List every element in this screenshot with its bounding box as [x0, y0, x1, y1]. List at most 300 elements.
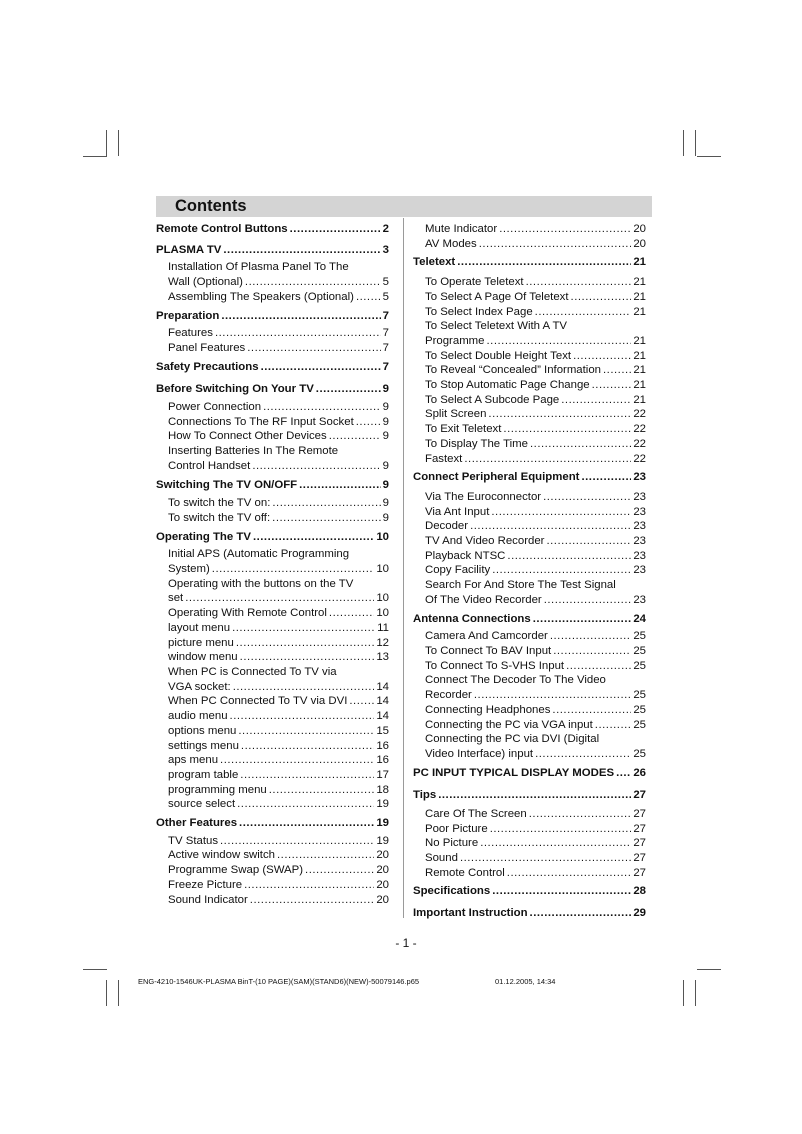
toc-entry[interactable] — [413, 703, 646, 718]
toc-entry-label: To Connect To S-VHS Input — [425, 659, 565, 672]
toc-entry-label: Panel Features — [168, 341, 246, 354]
toc-entry-page: 20 — [376, 893, 389, 906]
toc-entry-page: 21 — [633, 334, 646, 347]
toc-entry-continued: Search For And Store The Test Signal — [425, 579, 616, 592]
toc-entry[interactable] — [413, 593, 646, 608]
toc-entry-continued: Connect The Decoder To The Video — [425, 674, 606, 687]
toc-entry-label: Connecting the PC via VGA input — [425, 718, 593, 731]
toc-entry-page: 23 — [633, 549, 646, 562]
toc-entry[interactable] — [156, 878, 389, 893]
toc-entry-label: AV Modes — [425, 237, 477, 250]
toc-section-entry[interactable] — [413, 884, 646, 899]
toc-entry[interactable] — [156, 400, 389, 415]
toc-entry[interactable] — [156, 341, 389, 356]
toc-section-entry[interactable] — [413, 766, 646, 781]
crop-mark — [106, 980, 107, 1006]
toc-entry-page: 21 — [633, 349, 646, 362]
toc-entry[interactable] — [156, 275, 389, 290]
dot-leader — [232, 621, 375, 636]
toc-entry-page: 27 — [633, 789, 646, 802]
page-number: - 1 - — [395, 936, 417, 950]
dot-leader — [553, 644, 631, 659]
toc-entry-label: Programme Swap (SWAP) — [168, 864, 304, 877]
dot-leader — [492, 563, 631, 578]
toc-entry-page: 21 — [633, 379, 646, 392]
toc-entry-page: 2 — [382, 223, 389, 235]
dot-leader — [290, 222, 381, 237]
toc-section-entry[interactable] — [413, 255, 646, 270]
toc-entry-page: 21 — [633, 393, 646, 406]
toc-entry[interactable] — [413, 644, 646, 659]
dot-leader — [492, 884, 631, 899]
toc-entry-page: 9 — [382, 478, 389, 491]
toc-entry-label: Remote Control Buttons — [156, 223, 288, 235]
toc-entry[interactable] — [413, 452, 646, 467]
toc-entry[interactable] — [156, 621, 389, 636]
dot-leader — [573, 349, 631, 364]
toc-entry-label: Teletext — [413, 256, 456, 269]
toc-entry-page: 20 — [376, 864, 389, 877]
toc-entry[interactable] — [413, 807, 646, 822]
dot-leader — [535, 747, 631, 762]
toc-entry-label: aps menu — [168, 754, 219, 767]
toc-entry-label: TV Status — [168, 834, 219, 847]
toc-entry-page: 25 — [633, 747, 646, 760]
toc-entry-label: PC INPUT TYPICAL DISPLAY MODES — [413, 766, 615, 779]
dot-leader — [316, 382, 381, 397]
toc-entry[interactable] — [156, 459, 389, 474]
toc-entry-page: 5 — [382, 290, 389, 303]
toc-entry-page: 27 — [633, 808, 646, 821]
dot-leader — [526, 275, 632, 290]
toc-entry-page: 15 — [376, 724, 389, 737]
toc-entry-label: programming menu — [168, 783, 267, 796]
toc-entry-label: Poor Picture — [425, 822, 488, 835]
dot-leader — [241, 739, 374, 754]
toc-entry-page: 21 — [633, 305, 646, 318]
toc-entry-page: 14 — [376, 680, 389, 693]
toc-entry-continued: Installation Of Plasma Panel To The — [168, 261, 349, 274]
dot-leader — [329, 429, 381, 444]
crop-mark — [697, 156, 721, 157]
toc-section-entry[interactable] — [156, 816, 389, 831]
toc-entry-page: 27 — [633, 837, 646, 850]
toc-section-entry[interactable] — [156, 478, 389, 493]
toc-entry[interactable] — [413, 718, 646, 733]
dot-leader — [223, 243, 380, 258]
dot-leader — [245, 275, 381, 290]
toc-entry-continued: Operating with the buttons on the TV — [168, 577, 354, 590]
toc-entry-label: TV And Video Recorder — [425, 535, 545, 548]
toc-entry-page: 16 — [376, 739, 389, 752]
toc-entry[interactable] — [156, 768, 389, 783]
toc-entry[interactable] — [156, 562, 389, 577]
toc-entry-page: 23 — [633, 471, 646, 484]
toc-entry-label: To Connect To BAV Input — [425, 644, 552, 657]
toc-entry-page: 27 — [633, 822, 646, 835]
dot-leader — [544, 593, 632, 608]
toc-entry[interactable] — [156, 863, 389, 878]
toc-entry-label: To Display The Time — [425, 437, 528, 450]
toc-entry-page: 23 — [633, 535, 646, 548]
toc-entry[interactable] — [156, 415, 389, 430]
dot-leader — [550, 629, 632, 644]
toc-entry-label: Of The Video Recorder — [425, 593, 542, 606]
dot-leader — [277, 848, 374, 863]
toc-right-column — [413, 218, 646, 921]
dot-leader — [233, 680, 375, 695]
toc-entry[interactable] — [413, 422, 646, 437]
toc-entry-label: program table — [168, 768, 239, 781]
crop-mark — [83, 969, 107, 970]
dot-leader — [581, 470, 631, 485]
toc-entry-label: Active window switch — [168, 849, 275, 862]
toc-entry-label: Via Ant Input — [425, 505, 490, 518]
crop-mark — [118, 980, 119, 1006]
toc-entry[interactable] — [156, 797, 389, 812]
dot-leader — [329, 606, 374, 621]
toc-entry[interactable] — [413, 437, 646, 452]
toc-entry-label: Control Handset — [168, 459, 251, 472]
dot-leader — [236, 636, 374, 651]
toc-entry-label: window menu — [168, 651, 238, 664]
toc-entry-label: Before Switching On Your TV — [156, 383, 314, 396]
toc-entry-page: 22 — [633, 452, 646, 465]
toc-entry-page: 23 — [633, 505, 646, 518]
toc-entry-label: picture menu — [168, 636, 234, 649]
toc-entry-page: 29 — [633, 907, 646, 920]
toc-entry-page: 13 — [376, 651, 389, 664]
toc-entry-continued: Connecting the PC via DVI (Digital — [425, 733, 600, 746]
dot-leader — [272, 511, 381, 526]
toc-entry-label: Other Features — [156, 817, 238, 830]
toc-entry-label: Programme — [425, 334, 485, 347]
crop-mark — [697, 969, 721, 970]
dot-leader — [263, 400, 381, 415]
toc-entry-page: 9 — [382, 415, 389, 428]
toc-entry[interactable] — [156, 709, 389, 724]
toc-entry-label: Connect Peripheral Equipment — [413, 471, 580, 484]
toc-entry[interactable] — [413, 490, 646, 505]
toc-entry-label: To Operate Teletext — [425, 276, 524, 289]
crop-mark — [695, 130, 696, 156]
toc-entry-label: Power Connection — [168, 401, 262, 414]
toc-entry[interactable] — [413, 747, 646, 762]
toc-entry-label: To Select Index Page — [425, 305, 533, 318]
dot-leader — [464, 452, 631, 467]
dot-leader — [474, 688, 631, 703]
dot-leader — [238, 724, 374, 739]
toc-entry-page: 7 — [382, 327, 389, 340]
toc-entry-label: No Picture — [425, 837, 479, 850]
toc-entry[interactable] — [413, 836, 646, 851]
dot-leader — [470, 519, 631, 534]
toc-entry-page: 7 — [382, 309, 389, 322]
toc-entry-page: 22 — [633, 408, 646, 421]
dot-leader — [488, 407, 631, 422]
toc-entry[interactable] — [413, 851, 646, 866]
toc-entry-label: To Select A Subcode Page — [425, 393, 560, 406]
toc-entry-page: 7 — [382, 341, 389, 354]
toc-entry-page: 18 — [376, 783, 389, 796]
dot-leader — [230, 709, 375, 724]
toc-entry-label: Wall (Optional) — [168, 276, 243, 289]
toc-entry-page: 25 — [633, 703, 646, 716]
toc-entry-label: layout menu — [168, 621, 231, 634]
toc-entry[interactable] — [413, 393, 646, 408]
toc-entry-label: System) — [168, 563, 210, 576]
toc-entry-label: Antenna Connections — [413, 612, 531, 625]
toc-entry-page: 9 — [382, 459, 389, 472]
toc-entry-page: 21 — [633, 364, 646, 377]
toc-section-entry[interactable] — [156, 309, 389, 324]
dot-leader — [592, 378, 632, 393]
toc-section-entry[interactable] — [413, 612, 646, 627]
toc-section-entry[interactable] — [413, 906, 646, 921]
toc-entry-page: 25 — [633, 630, 646, 643]
toc-entry-continued: To Select Teletext With A TV — [425, 320, 568, 333]
toc-entry-page: 12 — [376, 636, 389, 649]
dot-leader — [543, 490, 631, 505]
toc-entry-label: Care Of The Screen — [425, 808, 527, 821]
toc-entry[interactable] — [156, 591, 389, 606]
toc-entry[interactable] — [413, 305, 646, 320]
toc-entry-label: Decoder — [425, 520, 469, 533]
toc-entry[interactable] — [413, 378, 646, 393]
dot-leader — [561, 393, 631, 408]
dot-leader — [305, 863, 374, 878]
page-title: Contents — [175, 197, 247, 215]
toc-entry[interactable] — [156, 429, 389, 444]
toc-entry[interactable] — [413, 866, 646, 881]
toc-entry[interactable] — [413, 349, 646, 364]
toc-entry-page: 20 — [633, 223, 646, 235]
toc-section-entry[interactable] — [413, 470, 646, 485]
toc-entry[interactable] — [413, 659, 646, 674]
toc-entry[interactable] — [156, 290, 389, 305]
dot-leader — [240, 768, 374, 783]
toc-entry[interactable] — [156, 636, 389, 651]
toc-entry-page: 24 — [633, 612, 646, 625]
dot-leader — [252, 459, 380, 474]
toc-entry[interactable] — [413, 688, 646, 703]
toc-entry-page: 14 — [376, 695, 389, 708]
dot-leader — [240, 650, 375, 665]
dot-leader — [253, 530, 374, 545]
toc-entry-label: Remote Control — [425, 866, 505, 879]
toc-entry[interactable] — [156, 326, 389, 341]
dot-leader — [487, 334, 632, 349]
dot-leader — [212, 562, 375, 577]
toc-entry-page: 9 — [382, 383, 389, 396]
dot-leader — [603, 363, 631, 378]
dot-leader — [250, 893, 375, 908]
toc-entry-page: 19 — [376, 817, 389, 830]
toc-entry-page: 25 — [633, 659, 646, 672]
toc-entry-label: To Exit Teletext — [425, 423, 502, 436]
toc-entry-page: 23 — [633, 520, 646, 533]
toc-entry-label: How To Connect Other Devices — [168, 430, 327, 443]
toc-entry[interactable] — [156, 848, 389, 863]
toc-entry-label: Operating With Remote Control — [168, 607, 327, 620]
toc-entry-label: Assembling The Speakers (Optional) — [168, 290, 354, 303]
toc-entry-label: settings menu — [168, 739, 239, 752]
toc-entry[interactable] — [156, 496, 389, 511]
toc-entry-page: 7 — [382, 360, 389, 373]
toc-entry[interactable] — [413, 563, 646, 578]
toc-entry[interactable] — [413, 822, 646, 837]
toc-entry-label: Sound — [425, 852, 458, 865]
toc-entry-page: 5 — [382, 276, 389, 289]
toc-entry-label: Mute Indicator — [425, 223, 498, 235]
toc-entry-page: 21 — [633, 276, 646, 289]
dot-leader — [507, 866, 632, 881]
toc-entry[interactable] — [156, 606, 389, 621]
toc-entry-label: Recorder — [425, 689, 472, 702]
dot-leader — [185, 591, 374, 606]
toc-entry-page: 10 — [376, 592, 389, 605]
dot-leader — [530, 906, 632, 921]
dot-leader — [546, 534, 631, 549]
toc-entry[interactable] — [156, 511, 389, 526]
toc-entry[interactable] — [156, 650, 389, 665]
toc-entry-page: 28 — [633, 884, 646, 897]
footer-filename: ENG-4210-1546UK-PLASMA BinT-(10 PAGE)(SAM)(STAND6)(NEW)-50079146.p65 — [138, 977, 420, 986]
dot-leader — [261, 360, 381, 375]
toc-entry-label: Split Screen — [425, 408, 487, 421]
toc-entry-page: 21 — [633, 290, 646, 303]
toc-entry[interactable] — [156, 834, 389, 849]
toc-entry-label: Specifications — [413, 884, 491, 897]
toc-entry[interactable] — [156, 724, 389, 739]
toc-entry[interactable] — [413, 363, 646, 378]
toc-entry-label: Features — [168, 327, 213, 340]
dot-leader — [595, 718, 632, 733]
dot-leader — [272, 496, 380, 511]
toc-entry[interactable] — [156, 739, 389, 754]
toc-entry-label: Freeze Picture — [168, 878, 243, 891]
toc-entry-label: VGA socket: — [168, 680, 231, 693]
column-divider — [403, 218, 404, 918]
dot-leader — [479, 237, 632, 252]
toc-entry-label: Connections To The RF Input Socket — [168, 415, 354, 428]
toc-entry[interactable] — [156, 893, 389, 908]
toc-section-entry[interactable] — [156, 382, 389, 397]
toc-entry[interactable] — [413, 237, 646, 252]
toc-entry[interactable] — [156, 694, 389, 709]
toc-entry-page: 27 — [633, 866, 646, 879]
dot-leader — [503, 422, 631, 437]
toc-entry-page: 25 — [633, 644, 646, 657]
crop-mark — [106, 130, 107, 156]
dot-leader — [221, 309, 380, 324]
toc-entry-label: Tips — [413, 789, 437, 802]
toc-entry[interactable] — [156, 753, 389, 768]
toc-entry-label: Sound Indicator — [168, 893, 248, 906]
toc-entry-page: 11 — [377, 621, 389, 634]
toc-entry-page: 9 — [382, 430, 389, 443]
toc-entry-page: 16 — [376, 754, 389, 767]
toc-entry-label: To Select Double Height Text — [425, 349, 572, 362]
toc-entry-page: 9 — [382, 511, 389, 524]
toc-left-column — [156, 218, 389, 907]
toc-entry[interactable] — [413, 222, 646, 237]
toc-entry-label: Fastext — [425, 452, 463, 465]
toc-entry[interactable] — [413, 505, 646, 520]
toc-entry-label: source select — [168, 798, 236, 811]
dot-leader — [529, 807, 632, 822]
toc-entry-page: 9 — [382, 497, 389, 510]
toc-entry-page: 3 — [382, 243, 389, 256]
toc-entry-label: set — [168, 592, 184, 605]
toc-entry[interactable] — [413, 549, 646, 564]
dot-leader — [552, 703, 631, 718]
toc-entry-label: To switch the TV off: — [168, 511, 271, 524]
toc-entry-page: 25 — [633, 718, 646, 731]
toc-entry-label: Operating The TV — [156, 530, 251, 543]
dot-leader — [299, 478, 381, 493]
toc-entry-label: When PC Connected To TV via DVI — [168, 695, 348, 708]
toc-entry-label: Preparation — [156, 309, 220, 322]
dot-leader — [247, 341, 380, 356]
toc-entry-label: Video Interface) input — [425, 747, 534, 760]
toc-entry-page: 10 — [376, 563, 389, 576]
crop-mark — [683, 130, 684, 156]
dot-leader — [356, 290, 381, 305]
toc-entry-page: 26 — [633, 766, 646, 779]
toc-section-entry[interactable] — [156, 222, 389, 237]
toc-section-entry[interactable] — [156, 360, 389, 375]
toc-entry-page: 20 — [376, 849, 389, 862]
toc-entry-label: Important Instruction — [413, 907, 528, 920]
toc-section-entry[interactable] — [156, 243, 389, 258]
toc-entry[interactable] — [413, 629, 646, 644]
toc-entry[interactable] — [413, 519, 646, 534]
toc-entry[interactable] — [413, 290, 646, 305]
toc-section-entry[interactable] — [413, 788, 646, 803]
toc-entry-page: 22 — [633, 423, 646, 436]
crop-mark — [683, 980, 684, 1006]
dot-leader — [490, 822, 632, 837]
toc-entry-label: PLASMA TV — [156, 243, 222, 256]
toc-entry[interactable] — [413, 334, 646, 349]
dot-leader — [499, 222, 631, 237]
dot-leader — [349, 694, 374, 709]
toc-entry[interactable] — [413, 275, 646, 290]
dot-leader — [533, 612, 632, 627]
toc-entry-page: 9 — [382, 401, 389, 414]
toc-entry[interactable] — [413, 534, 646, 549]
dot-leader — [566, 659, 631, 674]
dot-leader — [535, 305, 632, 320]
toc-entry-label: To Stop Automatic Page Change — [425, 379, 590, 392]
toc-entry-label: Playback NTSC — [425, 549, 506, 562]
crop-mark — [695, 980, 696, 1006]
dot-leader — [457, 255, 631, 270]
toc-section-entry[interactable] — [156, 530, 389, 545]
toc-entry[interactable] — [156, 783, 389, 798]
toc-entry-label: To switch the TV on: — [168, 497, 271, 510]
toc-entry[interactable] — [413, 407, 646, 422]
toc-entry-page: 19 — [376, 798, 389, 811]
dot-leader — [491, 505, 631, 520]
toc-entry[interactable] — [156, 680, 389, 695]
dot-leader — [215, 326, 381, 341]
dot-leader — [220, 834, 374, 849]
toc-entry-page: 10 — [376, 530, 389, 543]
toc-entry-continued: When PC is Connected To TV via — [168, 665, 337, 678]
toc-entry-label: options menu — [168, 724, 237, 737]
